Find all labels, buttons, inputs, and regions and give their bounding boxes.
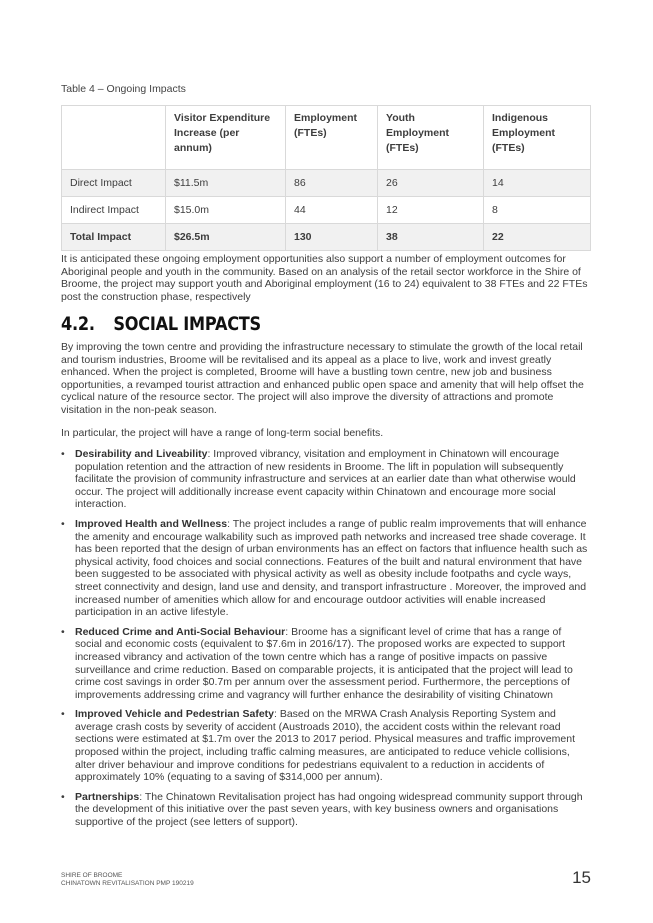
table-cell: 44 xyxy=(286,197,378,224)
bullet-icon: • xyxy=(61,790,65,803)
table-row xyxy=(62,197,591,224)
table-header-row xyxy=(62,106,591,170)
benefit-text: : The project includes a range of public realm improvements that will enhance the amenity and encourage walkability such as improved path networks and increased tree shade coverage. It has been reported that the design of urban environments has an effect on factors that influence health such as physical activity, food choices and social connections. Features of the built and natural environment that have been suggested to be associated with physical activity as well as obesity include footpaths and cycle ways, street connectivity and design, land use and density, and transport infrastructure . Moreover, the improved and increased number of amenities which allow for and encourage outdoor activities will enable increased participation in an active lifestyle. xyxy=(75,517,588,619)
benefit-text: : Broome has a significant level of crime that has a range of social and economic costs (equivalent to $7.6m in 2016/17). The proposed works are expected to support increased vibrancy and activation of the town centre which has a range of positive impacts on passive surveillance and crime reduction. Based on comparable projects, it is anticipated that the project will lead to crime cost savings in order $0.7m per annum over the assessment period. Furthermore, the perceptions of improvements addressing crime and vagrancy will further enhance the desirability of visiting Chinatown xyxy=(75,625,573,701)
table-row xyxy=(62,170,591,197)
table-cell: 86 xyxy=(286,170,378,197)
bullet-icon: • xyxy=(61,448,65,460)
table-cell: 38 xyxy=(378,224,484,251)
list-item xyxy=(61,791,591,829)
section-paragraph: By improving the town centre and providing the infrastructure necessary to stimulate the growth of the local retail and tourism industries, Broome will be revitalised and its appeal as a place to live, work and invest greatly enhanced. When the project is completed, Broome will have a bustling town centre, new job and business opportunities, a revamped tourist attraction and enhanced public open space and amenity that will help offset the cyclical nature of the resource sector. The project will also improve the diversity of attractions and promote visitation in the non-peak season. xyxy=(61,341,584,416)
benefits-list xyxy=(61,448,591,836)
table-cell: $15.0m xyxy=(166,197,286,224)
table-cell: Direct Impact xyxy=(62,170,166,197)
table-cell: 8 xyxy=(484,197,591,224)
table-cell: 12 xyxy=(378,197,484,224)
footer-document-id: CHINATOWN REVITALISATION PMP 190219 xyxy=(61,880,194,887)
table-cell: Indirect Impact xyxy=(62,197,166,224)
table-cell: 22 xyxy=(484,224,591,251)
table-cell: $11.5m xyxy=(166,170,286,197)
table-cell: 130 xyxy=(286,224,378,251)
list-item xyxy=(61,626,591,702)
footer-organisation: SHIRE OF BROOME xyxy=(61,872,123,879)
table-cell: Total Impact xyxy=(62,224,166,251)
section-title: SOCIAL IMPACTS xyxy=(113,313,261,335)
table-header-cell: Visitor Expenditure Increase (per annum) xyxy=(166,106,286,170)
footer xyxy=(61,872,194,888)
ongoing-impacts-table xyxy=(61,105,591,251)
section-paragraph: In particular, the project will have a range of long-term social benefits. xyxy=(61,427,384,439)
benefit-title: Reduced Crime and Anti-Social Behaviour xyxy=(75,625,286,638)
benefit-text: : Improved vibrancy, visitation and employment in Chinatown will encourage population retention and the attraction of new residents in Broome. The lift in population will subsequently facilitate the provision of community infrastructure and services at an earlier date than what otherwise would occur. The project will additionally increase event capacity within Chinatown and encourage more social interaction. xyxy=(75,448,576,511)
table-header-cell: Employment (FTEs) xyxy=(286,106,378,170)
list-item xyxy=(61,518,591,619)
table-cell: $26.5m xyxy=(166,224,286,251)
table-header-cell: Youth Employment (FTEs) xyxy=(378,106,484,170)
bullet-icon: • xyxy=(61,708,65,721)
intro-paragraph: It is anticipated these ongoing employment opportunities also support a number of employment outcomes for Aboriginal people and youth in the community. Based on an analysis of the retail sector workforce in the Shire of Broome, the project may support youth and Aboriginal employment (16 to 24) equivalent to 38 FTEs and 22 FTEs post the construction phase, respectively xyxy=(61,253,588,303)
table-cell: 26 xyxy=(378,170,484,197)
benefit-title: Improved Health and Wellness xyxy=(75,517,228,530)
table-header-cell: Indigenous Employment (FTEs) xyxy=(484,106,591,170)
list-item xyxy=(61,708,591,784)
table-total-row xyxy=(62,224,591,251)
table-header-cell xyxy=(62,106,166,170)
table-caption: Table 4 – Ongoing Impacts xyxy=(61,83,186,95)
benefit-title: Partnerships xyxy=(75,790,140,803)
table-cell: 14 xyxy=(484,170,591,197)
benefit-text: : The Chinatown Revitalisation project has had ongoing widespread community support through the development of this initiative over the past seven years, with key business owners and organisations supportive of the project (see letters of support). xyxy=(75,790,583,829)
benefit-title: Desirability and Liveability xyxy=(75,448,208,460)
benefit-text: : Based on the MRWA Crash Analysis Reporting System and average crash costs by severity of accident (Austroads 2010), the accident costs within the relevant road sections were estimated at $1.7m over the 2013 to 2017 period. Physical measures and traffic improvement proposed within the project, including traffic calming measures, are anticipated to reduce vehicle collisions, alter driver behaviour and improve conditions for pedestrians equivalent to a reduction in accidents of approximately 10% (equating to a saving of $314,000 per annum). xyxy=(75,708,575,784)
list-item xyxy=(61,448,591,511)
benefit-title: Improved Vehicle and Pedestrian Safety xyxy=(75,708,274,721)
bullet-icon: • xyxy=(61,517,65,530)
page-number: 15 xyxy=(572,868,591,887)
section-heading xyxy=(61,313,261,335)
bullet-icon: • xyxy=(61,625,65,638)
section-number: 4.2. xyxy=(61,313,95,335)
